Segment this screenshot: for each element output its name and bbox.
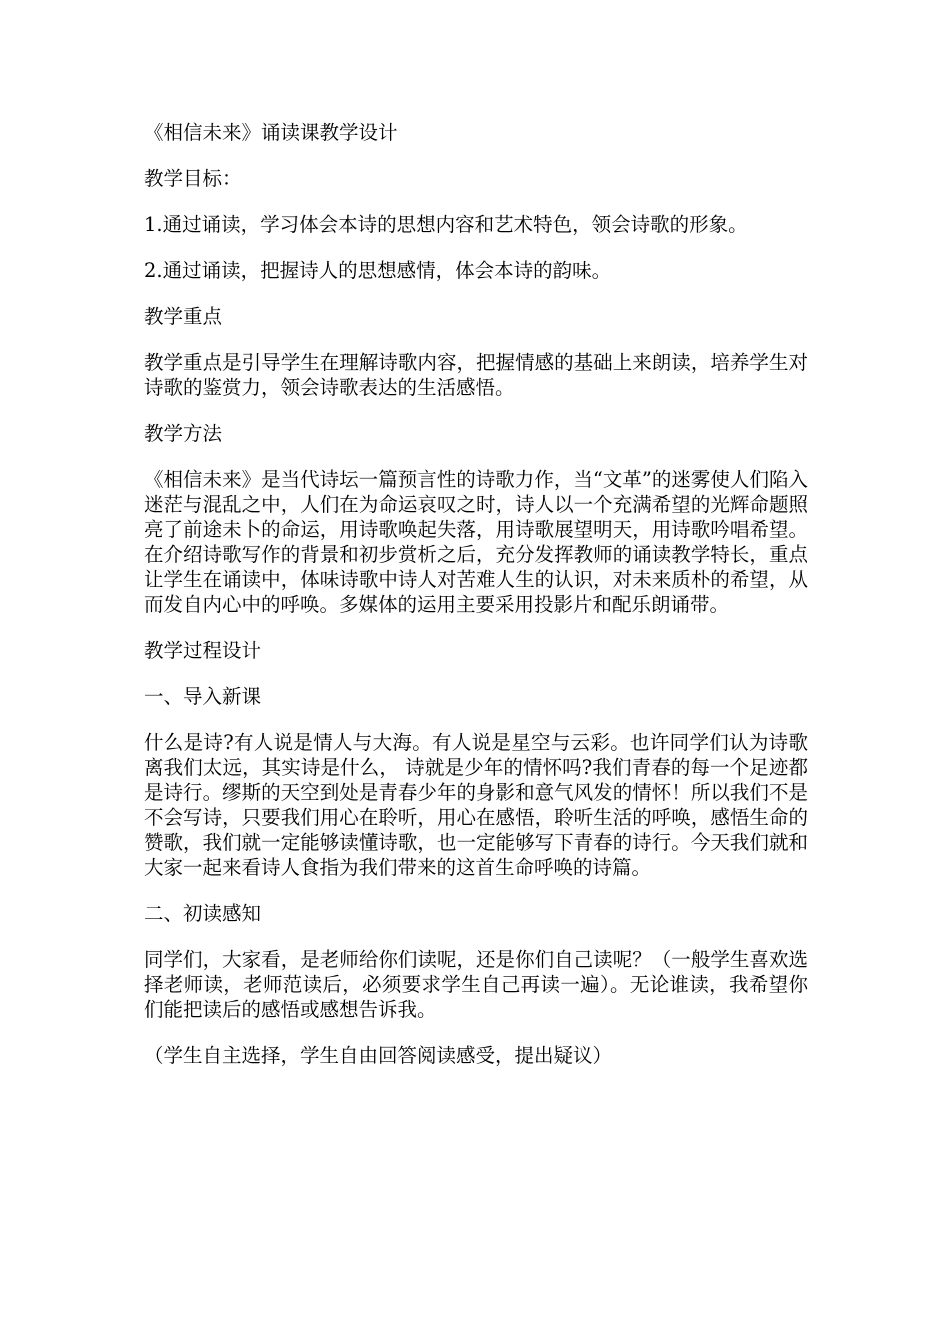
methods-text: 《相信未来》是当代诗坛一篇预言性的诗歌力作，当“文革”的迷雾使人们陷入迷茫与混乱之中，人们在为命运哀叹之时，诗人以一个充满希望的光辉命题照亮了前途未卜的命运，用诗歌唤起失落，用诗歌展望明天，用诗歌吟唱希望。在介绍诗歌写作的背景和初步赏析之后，充分发挥教师的诵读教学特长，重点让学生在诵读中，体味诗歌中诗人对苦难人生的认识，对未来质朴的希望，从而发自内心中的呼唤。多媒体的运用主要采用投影片和配乐朗诵带。 (144, 468, 808, 616)
key-points-text: 教学重点是引导学生在理解诗歌内容，把握情感的基础上来朗读，培养学生对诗歌的鉴赏力，领会诗歌表达的生活感悟。 (144, 351, 808, 399)
step2-text: 同学们，大家看，是老师给你们读呢，还是你们自己读呢？（一般学生喜欢选择老师读，老师范读后，必须要求学生自己再读一遍）。无论谁读，我希望你们能把读后的感悟或感想告诉我。 (144, 948, 808, 1021)
methods-heading: 教学方法 (144, 422, 223, 445)
step1-heading: 一、导入新课 (144, 685, 262, 708)
objectives-heading: 教学目标： (144, 167, 242, 190)
step2-heading: 二、初读感知 (144, 902, 262, 925)
document-title: 《相信未来》诵读课教学设计 (144, 121, 398, 144)
step1-text: 什么是诗?有人说是情人与大海。有人说是星空与云彩。也许同学们认为诗歌离我们太远，其实诗是什么， 诗就是少年的情怀吗?我们青春的每一个足迹都是诗行。缪斯的天空到处是青春少年的身影和意气风发的情怀！所以我们不是不会写诗，只要我们用心在聆听，用心在感悟，聆听生活的呼唤，感悟生命的赞歌，我们就一定能够读懂诗歌，也一定能够写下青春的诗行。今天我们就和大家一起来看诗人食指为我们带来的这首生命呼唤的诗篇。 (144, 731, 808, 879)
objective-2: 2.通过诵读，把握诗人的思想感情，体会本诗的韵味。 (144, 259, 612, 282)
process-heading: 教学过程设计 (144, 639, 262, 662)
objective-1: 1.通过诵读，学习体会本诗的思想内容和艺术特色，领会诗歌的形象。 (144, 213, 748, 236)
document-page (144, 120, 808, 1089)
step2-note: （学生自主选择，学生自由回答阅读感受，提出疑议） (144, 1044, 613, 1067)
key-points-heading: 教学重点 (144, 305, 223, 328)
